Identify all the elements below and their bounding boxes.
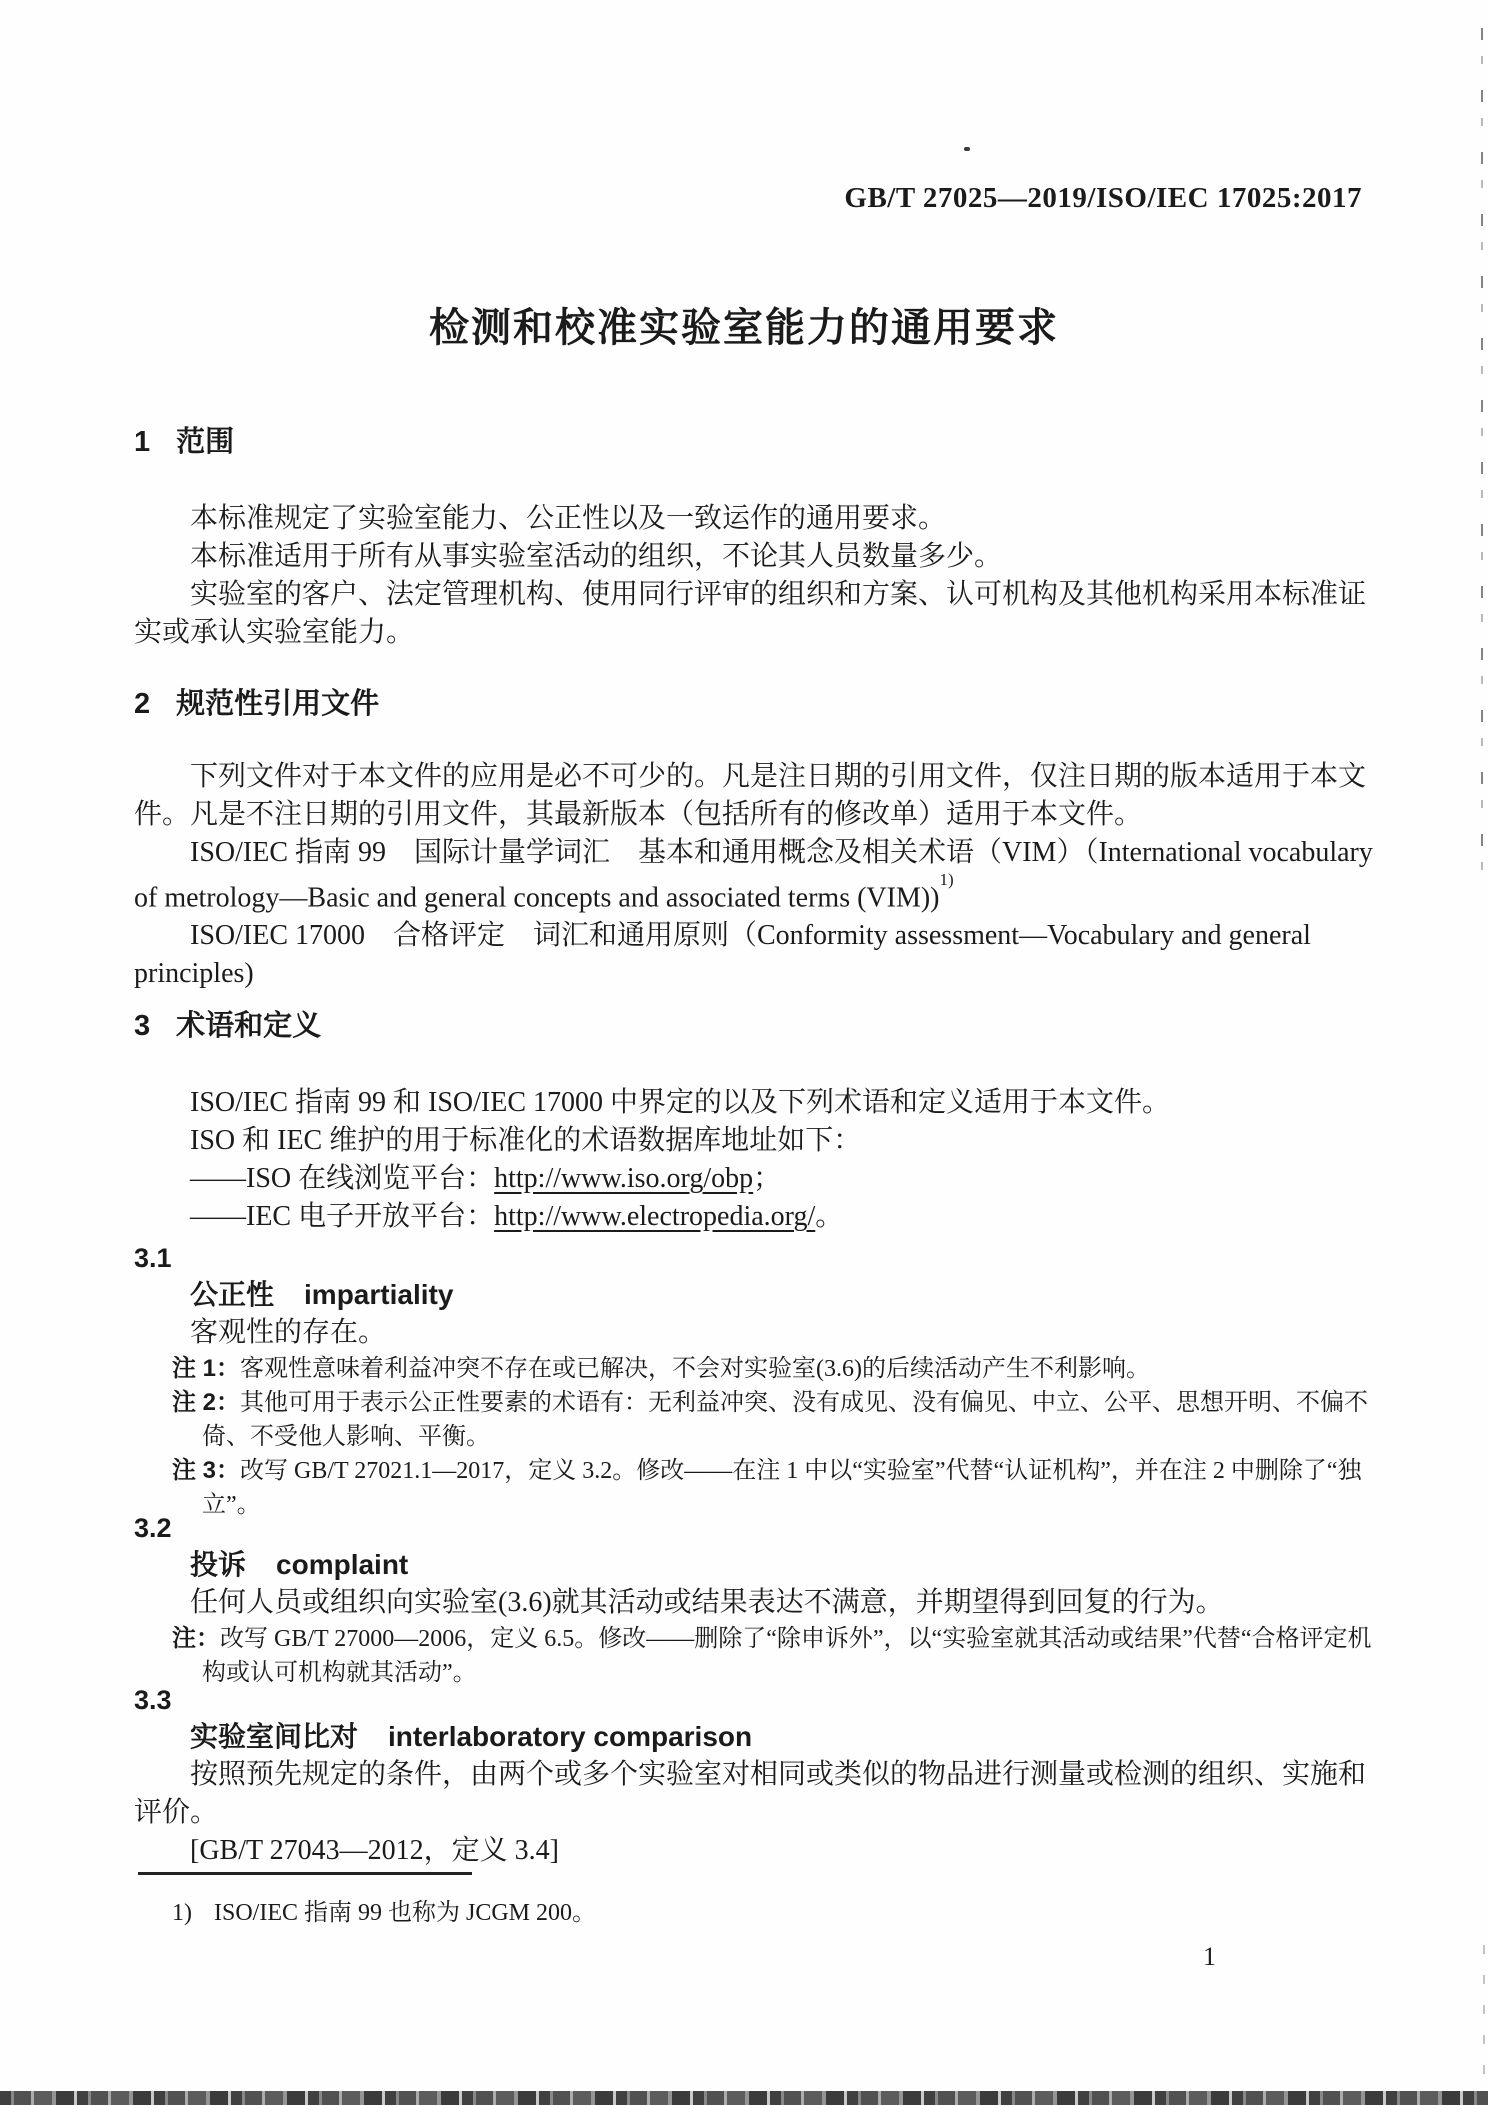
reference-entry-2: ISO/IEC 17000 合格评定 词汇和通用原则（Conformity assessment—Vocabulary and general principles) xyxy=(134,920,1311,990)
iso-obp-link[interactable]: http://www.iso.org/obp xyxy=(494,1163,754,1194)
term-title xyxy=(134,1546,1386,1584)
term-source: [GB/T 27043—2012，定义 3.4] xyxy=(190,1835,559,1866)
scope-paragraph-2: 本标准适用于所有从事实验室活动的组织，不论其人员数量多少。 xyxy=(190,541,1003,572)
term-en: impartiality xyxy=(304,1279,454,1310)
section-number: 1 xyxy=(134,426,151,458)
note-label: 注 2： xyxy=(172,1389,241,1416)
term-title xyxy=(134,1276,1386,1314)
scan-dot-artifact xyxy=(964,147,970,151)
term-en: complaint xyxy=(276,1549,409,1580)
note-text: 其他可用于表示公正性要素的术语有：无利益冲突、没有成见、没有偏见、中立、公平、思想开明、不偏不倚、不受他人影响、平衡。 xyxy=(202,1390,1369,1450)
footnote-marker: 1) xyxy=(939,870,954,889)
terms-intro-2: ISO 和 IEC 维护的用于标准化的术语数据库地址如下： xyxy=(190,1125,862,1156)
standard-code: GB/T 27025—2019/ISO/IEC 17025:2017 xyxy=(844,182,1362,214)
section-heading-label: 范围 xyxy=(176,426,235,458)
section-scope xyxy=(134,424,1386,652)
section-terms-definitions xyxy=(134,1008,1386,1236)
note-label: 注 3： xyxy=(172,1457,241,1484)
section-scope-heading xyxy=(134,424,1386,460)
term-en: interlaboratory comparison xyxy=(388,1721,753,1752)
term-3-2 xyxy=(134,1510,1386,1690)
term-title xyxy=(134,1718,1386,1756)
note-text: 客观性意味着利益冲突不存在或已解决，不会对实验室(3.6)的后续活动产生不利影响。 xyxy=(240,1356,1150,1382)
section-normative-references-heading xyxy=(134,686,1386,722)
term-3-1 xyxy=(134,1240,1386,1522)
term-number: 3.1 xyxy=(134,1243,172,1273)
note-label: 注 1： xyxy=(172,1355,241,1382)
footnote-divider xyxy=(138,1872,472,1875)
footnote-marker: 1) xyxy=(172,1900,192,1926)
document-title: 检测和校准实验室能力的通用要求 xyxy=(429,306,1059,350)
reference-entry-1 xyxy=(134,834,1386,917)
terminology-link-iec xyxy=(134,1198,1386,1236)
term-definition: 客观性的存在。 xyxy=(190,1317,387,1348)
term-note xyxy=(134,1622,1386,1690)
footnote xyxy=(134,1896,1272,1930)
term-definition: 按照预先规定的条件，由两个或多个实验室对相同或类似的物品进行测量或检测的组织、实施和评价。 xyxy=(134,1759,1367,1828)
terminology-link-iso xyxy=(134,1160,1386,1198)
iec-electropedia-link[interactable]: http://www.electropedia.org/ xyxy=(494,1201,816,1232)
term-number: 3.3 xyxy=(134,1685,172,1715)
term-zh: 投诉 xyxy=(190,1549,247,1580)
section-heading-label: 规范性引用文件 xyxy=(176,688,380,720)
section-heading-label: 术语和定义 xyxy=(176,1010,322,1042)
scan-edge-artifact xyxy=(1481,28,1483,888)
term-zh: 实验室间比对 xyxy=(190,1721,359,1752)
references-intro: 下列文件对于本文件的应用是必不可少的。凡是注日期的引用文件，仅注日期的版本适用于本文件。凡是不注日期的引用文件，其最新版本（包括所有的修改单）适用于本文件。 xyxy=(134,761,1367,830)
link-suffix: ； xyxy=(753,1163,782,1194)
page-number: 1 xyxy=(1203,1942,1216,1971)
footnote-text: ISO/IEC 指南 99 也称为 JCGM 200。 xyxy=(214,1900,597,1926)
section-normative-references xyxy=(134,686,1386,993)
link-prefix: ——ISO 在线浏览平台： xyxy=(190,1163,495,1194)
link-suffix: 。 xyxy=(815,1201,844,1232)
term-note-2 xyxy=(134,1386,1386,1454)
scan-edge-artifact-lower xyxy=(1483,1945,1485,2095)
term-3-3 xyxy=(134,1682,1386,1870)
note-text: 改写 GB/T 27021.1—2017，定义 3.2。修改——在注 1 中以“实验室”代替“认证机构”，并在注 2 中删除了“独立”。 xyxy=(202,1458,1362,1518)
term-number: 3.2 xyxy=(134,1513,172,1543)
scope-paragraph-3: 实验室的客户、法定管理机构、使用同行评审的组织和方案、认可机构及其他机构采用本标准证实或承认实验室能力。 xyxy=(134,579,1367,648)
section-terms-heading xyxy=(134,1008,1386,1044)
note-label: 注： xyxy=(172,1625,220,1652)
scan-bottom-noise xyxy=(0,2091,1488,2105)
link-prefix: ——IEC 电子开放平台： xyxy=(190,1201,495,1232)
term-note-1 xyxy=(134,1352,1386,1386)
term-definition: 任何人员或组织向实验室(3.6)就其活动或结果表达不满意，并期望得到回复的行为。 xyxy=(190,1587,1224,1618)
section-number: 3 xyxy=(134,1010,151,1042)
section-number: 2 xyxy=(134,688,151,720)
note-text: 改写 GB/T 27000—2006，定义 6.5。修改——删除了“除申诉外”，以“实验室就其活动或结果”代替“合格评定机构或认可机构就其活动”。 xyxy=(202,1626,1372,1686)
reference-text: ISO/IEC 指南 99 国际计量学词汇 基本和通用概念及相关术语（VIM）（International vocabulary of metrology—Basic and general concepts and associated terms (VIM)) xyxy=(134,837,1373,914)
term-zh: 公正性 xyxy=(190,1279,275,1310)
terms-intro-1: ISO/IEC 指南 99 和 ISO/IEC 17000 中界定的以及下列术语和定义适用于本文件。 xyxy=(190,1087,1171,1118)
scope-paragraph-1: 本标准规定了实验室能力、公正性以及一致运作的通用要求。 xyxy=(190,503,947,534)
